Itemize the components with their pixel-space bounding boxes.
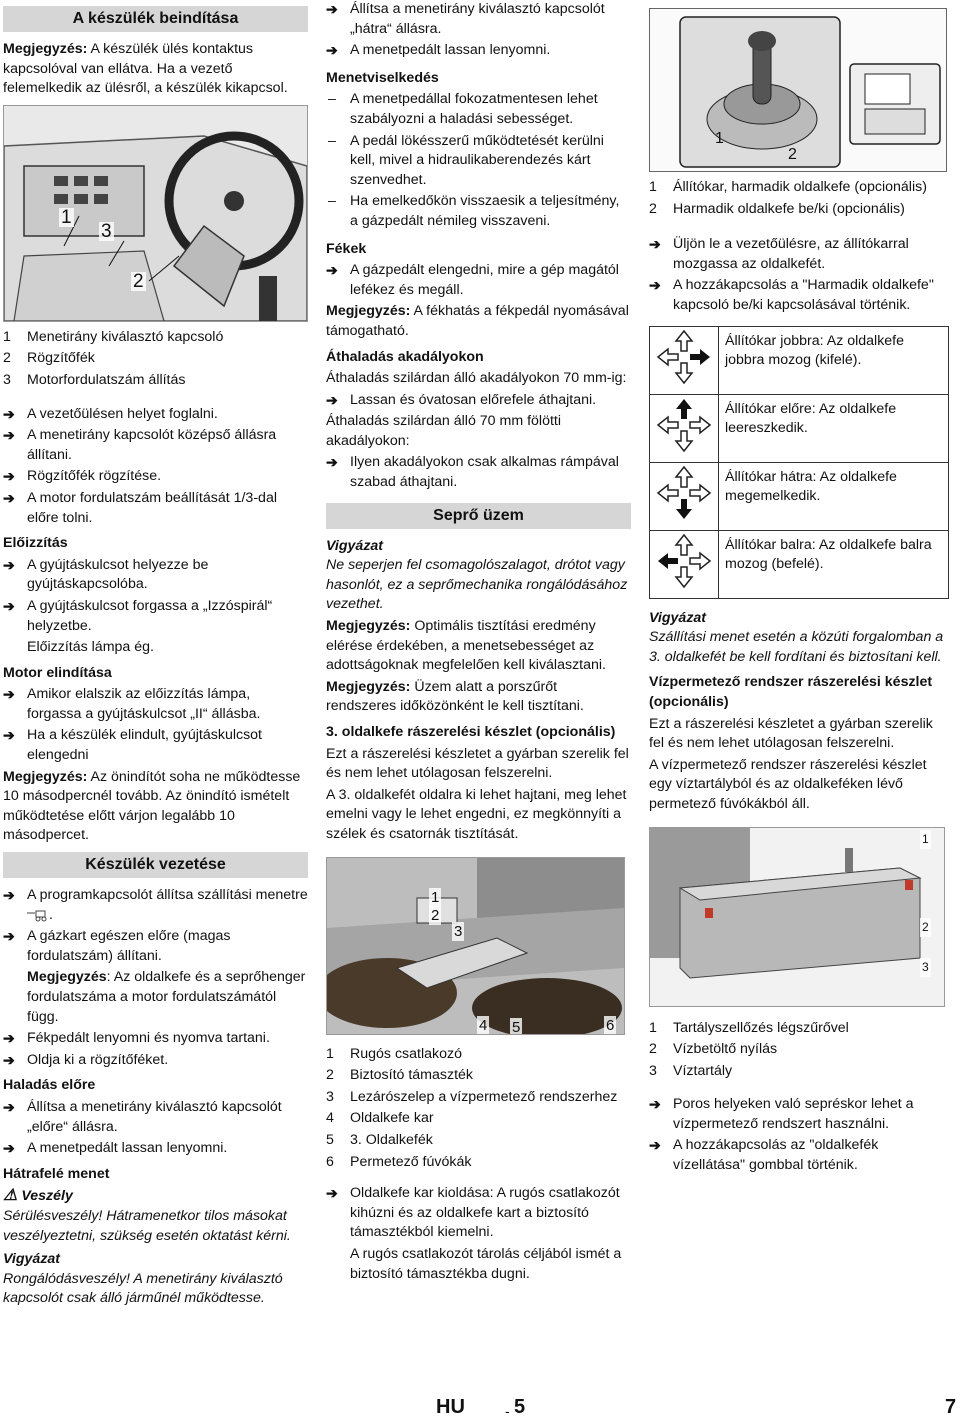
drive-note: Megjegyzés: Az oldalkefe és a seprőhenger fordulatszáma a motor fordulatszámától függ.: [27, 969, 306, 1025]
arrow-left-icon: [654, 531, 714, 591]
warning-triangle-icon: ⚠: [3, 1187, 18, 1205]
step: ➔ A gyújtáskulcsot forgassa a „Izzóspirál“ helyzetbe.: [3, 597, 308, 636]
danger-text: Sérülésveszély! Hátramenetkor tilos másokat veszélyeztetni, szükség esetén oktatást kérni.: [3, 1207, 291, 1244]
dashboard-drawing: [4, 106, 307, 321]
behaviour-item: – A pedál lökésszerű működtetését kerülni kell, mivel a hidraulikaberendezés kárt szenvedhet.: [326, 132, 631, 191]
caution-heading: Vigyázat: [3, 1251, 61, 1268]
heading-spray-kit: Vízpermetező rendszer rászerelési készlet (opcionális): [649, 674, 933, 710]
heading-preheat: Előizzítás: [3, 535, 68, 552]
side-brush-drawing: [327, 858, 624, 1034]
step: ➔ Amikor elalszik az előizzítás lámpa, forgassa a gyújtáskulcsot „II“ állásba.: [3, 685, 308, 724]
step: ➔ Oldja ki a rögzítőféket.: [3, 1051, 308, 1071]
column-right: [649, 0, 949, 1178]
legend-item: 1 Tartályszellőzés légszűrővel: [649, 1019, 849, 1036]
arrow-up-icon: [654, 395, 714, 455]
heading-behaviour: Menetviselkedés: [326, 69, 439, 86]
step: ➔ Ilyen akadályokon csak alkalmas rámpával szabad áthajtani.: [326, 453, 631, 492]
figure-label-1: 1: [715, 130, 724, 147]
legend-item: 6 Permetező fúvókák: [326, 1153, 472, 1170]
footer-language: HU: [436, 1396, 465, 1418]
step: ➔ A gázkart egészen előre (magas fordulatszám) állítani.: [3, 927, 308, 966]
start-note-2: Megjegyzés: Az önindítót soha ne működtesse 10 másodpercnél tovább. Az önindító ismételt működtetése előtt várjon legalább 10 másodpercet.: [3, 768, 301, 844]
sweep-note-1: Megjegyzés: Optimális tisztítási eredmény elérése érdekében, a menetsebességet az adottságoknak megfelelően kell kiválasztani.: [326, 618, 606, 674]
preheat-lamp-text: Előizzítás lámpa ég.: [27, 639, 154, 656]
step: ➔ Lassan és óvatosan előrefele áthajtani.: [326, 391, 631, 411]
step: ➔ A menetpedált lassan lenyomni.: [326, 41, 631, 61]
arrow-right-icon: [654, 327, 714, 387]
photo-label-3: 3: [920, 958, 931, 978]
note-text: A készülék ülés kontaktus kapcsolóval van ellátva. Ha a vezető felemelkedik az ülésről, a készülék kikapcsol.: [3, 41, 288, 97]
step: ➔ A vezetőülésen helyet foglalni.: [3, 405, 308, 425]
figure-label-2: 2: [788, 146, 797, 163]
legend-item: 1 Állítókar, harmadik oldalkefe (opcionális): [649, 179, 927, 195]
step-list: [649, 1095, 949, 1175]
table-row: [650, 326, 949, 394]
water-tank-photo: [649, 827, 945, 1007]
legend-item: 4 Oldalkefe kar: [326, 1110, 434, 1127]
direction-icon-cell: [650, 462, 719, 530]
control-lever-figure: [649, 8, 947, 172]
footer-page-number: 7: [945, 1396, 957, 1418]
photo-legend: [649, 1019, 949, 1082]
photo-label-5: 5: [510, 1018, 522, 1035]
heading-engine-start: Motor elindítása: [3, 664, 112, 681]
obstacle-text-2: Áthaladás szilárdan álló 70 mm fölötti akadályokon:: [326, 413, 562, 449]
obstacle-text-1: Áthaladás szilárdan álló akadályokon 70 mm-ig:: [326, 370, 627, 387]
step: ➔ Állítsa a menetirány kiválasztó kapcsolót „hátra“ állásra.: [326, 0, 631, 39]
photo-label-4: 4: [479, 1016, 488, 1034]
reverse-steps: [326, 0, 631, 61]
kit-text-1: Ezt a rászerelési készletet a gyárban szerelik fel és nem lehet utólagosan felszerelni.: [326, 745, 629, 782]
photo-label-3: 3: [454, 922, 463, 940]
brake-note: Megjegyzés: A fékhatás a fékpedál nyomásával támogatható.: [326, 303, 629, 339]
legend-item: 2 Harmadik oldalkefe be/ki (opcionális): [649, 200, 905, 217]
step: ➔ Poros helyeken való sepréskor lehet a vízpermetező rendszert használni.: [649, 1095, 949, 1134]
step: ➔ Üljön le a vezetőülésre, az állítókarral mozgassa az oldalkefét.: [649, 235, 949, 274]
step: ➔ A hozzákapcsolás az "oldalkefék vízellátása" gombbal történik.: [649, 1136, 949, 1175]
direction-icon-cell: [650, 394, 719, 462]
table-row: [650, 462, 949, 530]
footer-page: 5: [514, 1396, 526, 1418]
lever-direction-table: [649, 326, 949, 599]
step: ➔ Fékpedált lenyomni és nyomva tartani.: [3, 1029, 308, 1049]
dashboard-figure: [3, 105, 308, 322]
direction-text: Állítókar hátra: Az oldalkefe megemelkedik.: [719, 462, 949, 530]
section-title-start: A készülék beindítása: [3, 6, 308, 32]
legend-item: 2 Rögzítőfék: [3, 350, 95, 367]
legend-item: 3 Lezárószelep a vízpermetező rendszerhez: [326, 1088, 618, 1105]
spray-text-2: A vízpermetező rendszer rászerelési készlet egy víztartályból és az oldalkeféken lévő permetező fúvókákból áll.: [649, 756, 927, 812]
spray-text-1: Ezt a rászerelési készletet a gyárban szerelik fel és nem lehet utólagosan felszerelni.: [649, 715, 933, 752]
step: ➔ Állítsa a menetirány kiválasztó kapcsolót „előre“ állásra.: [3, 1098, 308, 1137]
step: ➔ Oldalkefe kar kioldása: A rugós csatlakozót kihúzni és az oldalkefe kart a biztosító támasztékból kiemelni.: [326, 1184, 631, 1243]
behaviour-item: – A menetpedállal fokozatmentesen lehet szabályozni a haladási sebességet.: [326, 90, 631, 129]
figure-label-2: 2: [133, 270, 144, 292]
heading-forward: Haladás előre: [3, 1077, 96, 1094]
direction-text: Állítókar előre: Az oldalkefe leereszkedik.: [719, 394, 949, 462]
behaviour-item: – Ha emelkedőkön visszaesik a teljesítmény, a gázpedált némileg visszaveni.: [326, 192, 631, 231]
kit-text-2: A 3. oldalkefét oldalra ki lehet hajtani, meg lehet emelni vagy le lehet engedni, ez megkönnyíti a szélek és csatornák tisztítását.: [326, 786, 627, 842]
table-row: [650, 530, 949, 598]
release-text: A rugós csatlakozót tárolás céljából ismét a biztosító támasztékba dugni.: [350, 1245, 622, 1282]
table-row: [650, 394, 949, 462]
section-title-driving: Készülék vezetése: [3, 852, 308, 878]
legend-item: 5 3. Oldalkefék: [326, 1131, 433, 1148]
step: ➔ A gázpedált elengedni, mire a gép magától lefékez és megáll.: [326, 261, 631, 300]
footer-separator: -: [505, 1403, 510, 1419]
caution-text: Szállítási menet esetén a közúti forgalomban a 3. oldalkefét be kell fordítani és biztosítani kell.: [649, 629, 944, 665]
legend-item: 3 Víztartály: [649, 1062, 733, 1079]
caution-text: Rongálódásveszély! A menetirány kiválasztó kapcsolót csak álló járműnél működtesse.: [3, 1270, 283, 1307]
figure-label-1: 1: [61, 206, 72, 228]
photo-legend: [326, 1045, 631, 1173]
photo-label-1: 1: [431, 888, 440, 906]
legend-item: 1 Menetirány kiválasztó kapcsoló: [3, 328, 224, 345]
arrow-down-icon: [654, 463, 714, 523]
transport-mode-icon: [27, 908, 49, 922]
start-note: [3, 40, 308, 99]
step-list: [649, 235, 949, 315]
photo-label-2: 2: [431, 906, 440, 924]
heading-brakes: Fékek: [326, 240, 367, 257]
step: ➔ A motor fordulatszám beállítását 1/3-dal előre tolni.: [3, 489, 308, 528]
legend-item: 1 Rugós csatlakozó: [326, 1045, 462, 1062]
caution-text: Ne seperjen fel csomagolószalagot, drótot vagy hasonlót, ez a seprőmechanika rongálódásához vezethet.: [326, 557, 628, 613]
figure-label-3: 3: [101, 220, 112, 242]
water-tank-drawing: [650, 828, 944, 1006]
legend-item: 2 Vízbetöltő nyílás: [649, 1041, 778, 1058]
column-middle: [326, 0, 631, 1286]
sweep-note-2: Megjegyzés: Üzem alatt a porszűrőt rendszeres időközönként le kell tisztítani.: [326, 678, 584, 715]
caution-heading: Vigyázat: [649, 609, 707, 626]
legend-item: 2 Biztosító támaszték: [326, 1067, 474, 1084]
direction-text: Állítókar balra: Az oldalkefe balra mozog (befelé).: [719, 530, 949, 598]
heading-reverse: Hátrafelé menet: [3, 1165, 110, 1182]
lever-legend: [649, 178, 949, 219]
step-list: [3, 405, 308, 529]
step: ➔ Rögzítőfék rögzítése.: [3, 467, 308, 487]
direction-icon-cell: [650, 326, 719, 394]
step: ➔ Ha a készülék elindult, gyújtáskulcsot elengedni: [3, 726, 308, 765]
step: ➔ A programkapcsolót állítsa szállítási menetre .: [3, 886, 308, 925]
caution-heading: Vigyázat: [326, 537, 384, 554]
column-left: [3, 0, 308, 1311]
photo-label-6: 6: [606, 1016, 615, 1034]
photo-label-1: 1: [920, 830, 931, 850]
side-brush-photo: [326, 857, 625, 1035]
direction-icon-cell: [650, 530, 719, 598]
heading-side-brush-kit: 3. oldalkefe rászerelési készlet (opcionális): [326, 724, 616, 740]
heading-obstacles: Áthaladás akadályokon: [326, 348, 484, 365]
photo-label-2: 2: [920, 918, 931, 938]
direction-text: Állítókar jobbra: Az oldalkefe jobbra mozog (kifelé).: [719, 326, 949, 394]
section-title-sweeping: Seprő üzem: [326, 503, 631, 529]
step: ➔ A menetpedált lassan lenyomni.: [3, 1139, 308, 1159]
figure-legend: [3, 328, 308, 391]
step: ➔ A menetirány kapcsolót középső állásra állítani.: [3, 426, 308, 465]
legend-item: 3 Motorfordulatszám állítás: [3, 371, 186, 388]
danger-heading: ⚠ Veszély: [3, 1187, 73, 1205]
step: ➔ A gyújtáskulcsot helyezze be gyújtáskapcsolóba.: [3, 556, 308, 595]
step: ➔ A hozzákapcsolás a "Harmadik oldalkefe" kapcsoló be/ki kapcsolásával történik.: [649, 276, 949, 315]
note-label: Megjegyzés:: [3, 41, 88, 57]
